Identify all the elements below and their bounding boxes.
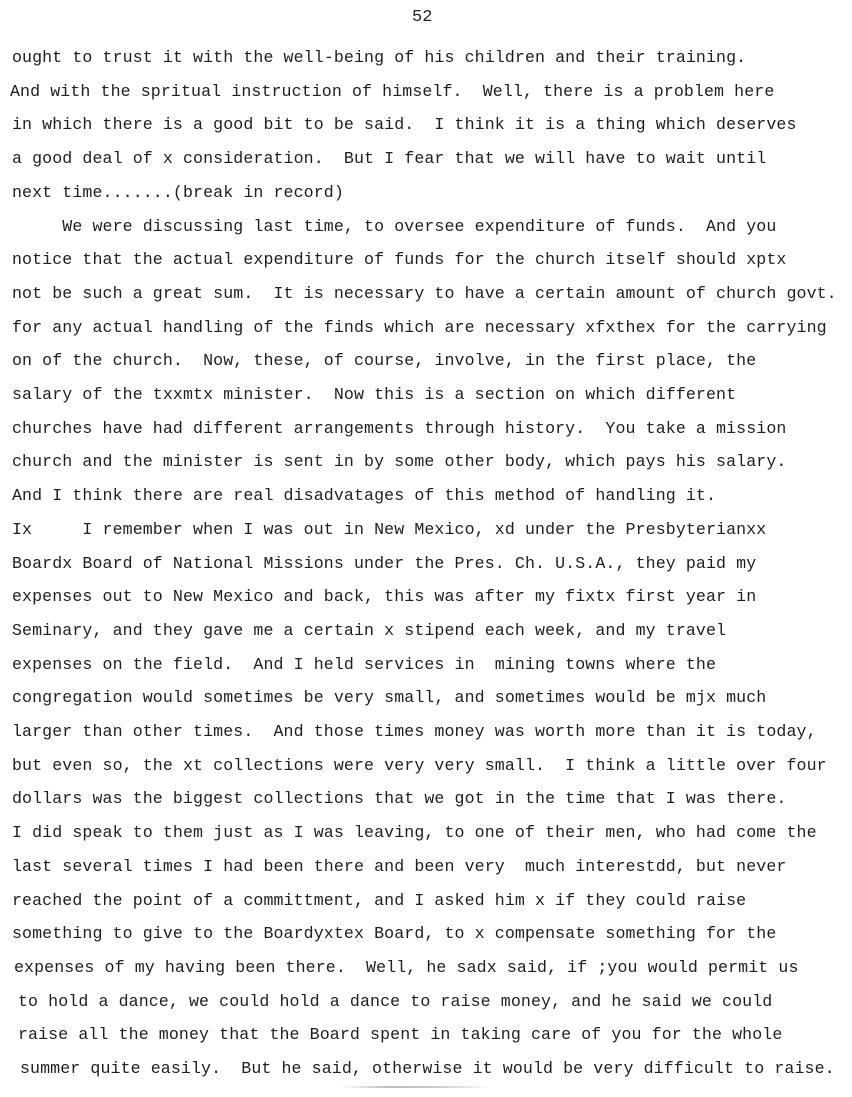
page-number: 52	[412, 8, 433, 27]
text-line: Boardx Board of National Missions under the Pres. Ch. U.S.A., they paid my	[12, 553, 757, 573]
text-line: a good deal of x consideration. But I fear that we will have to wait until	[12, 149, 767, 169]
text-line: ought to trust it with the well-being of his children and their training.	[12, 48, 747, 67]
text-line: not be such a great sum. It is necessary to have a certain amount of church govt.	[12, 283, 837, 303]
text-line: congregation would sometimes be very small, and sometimes would be mjx much	[12, 688, 767, 708]
text-line: something to give to the Boardyxtex Board, to x compensate something for the	[12, 924, 777, 944]
text-line: raise all the money that the Board spent in taking care of you for the whole	[18, 1025, 783, 1045]
text-line: And with the spritual instruction of himself. Well, there is a problem here	[10, 81, 775, 101]
bottom-smudge	[340, 1086, 490, 1088]
text-line: church and the minister is sent in by some other body, which pays his salary.	[12, 452, 787, 472]
text-line: churches have had different arrangements through history. You take a mission	[12, 418, 787, 438]
text-line: salary of the txxmtx minister. Now this is a section on which different	[12, 385, 737, 404]
text-line: And I think there are real disadvatages of this method of handling it.	[12, 486, 717, 506]
text-line: notice that the actual expenditure of funds for the church itself should xptx	[12, 250, 787, 270]
text-line: Seminary, and they gave me a certain x stipend each week, and my travel	[12, 620, 727, 640]
text-line: I did speak to them just as I was leaving, to one of their men, who had come the	[12, 823, 817, 843]
text-line: reached the point of a committment, and I asked him x if they could raise	[12, 890, 747, 910]
text-line: for any actual handling of the finds which are necessary xfxthex for the carrying	[12, 317, 827, 337]
text-line: Ix I remember when I was out in New Mexico, xd under the Presbyterianxx	[12, 519, 767, 539]
text-line: but even so, the xt collections were very very small. I think a little over four	[12, 755, 827, 775]
text-line: expenses on the field. And I held services in mining towns where the	[12, 654, 717, 674]
text-line: last several times I had been there and been very much interestdd, but never	[12, 856, 787, 876]
text-line: expenses of my having been there. Well, he sadx said, if ;you would permit us	[14, 957, 799, 977]
text-line: expenses out to New Mexico and back, this was after my fixtx first year in	[12, 587, 757, 607]
text-line: in which there is a good bit to be said. I think it is a thing which deserves	[12, 115, 797, 135]
text-line: dollars was the biggest collections that we got in the time that I was there.	[12, 789, 787, 809]
text-line: We were discussing last time, to oversee expenditure of funds. And you	[12, 216, 777, 236]
text-line: summer quite easily. But he said, otherwise it would be very difficult to raise.	[20, 1059, 835, 1078]
text-line: on of the church. Now, these, of course, involve, in the first place, the	[12, 351, 757, 371]
text-line: larger than other times. And those times money was worth more than it is today,	[12, 722, 817, 741]
text-line: to hold a dance, we could hold a dance to raise money, and he said we could	[18, 991, 773, 1011]
text-line: next time.......(break in record)	[12, 182, 344, 202]
